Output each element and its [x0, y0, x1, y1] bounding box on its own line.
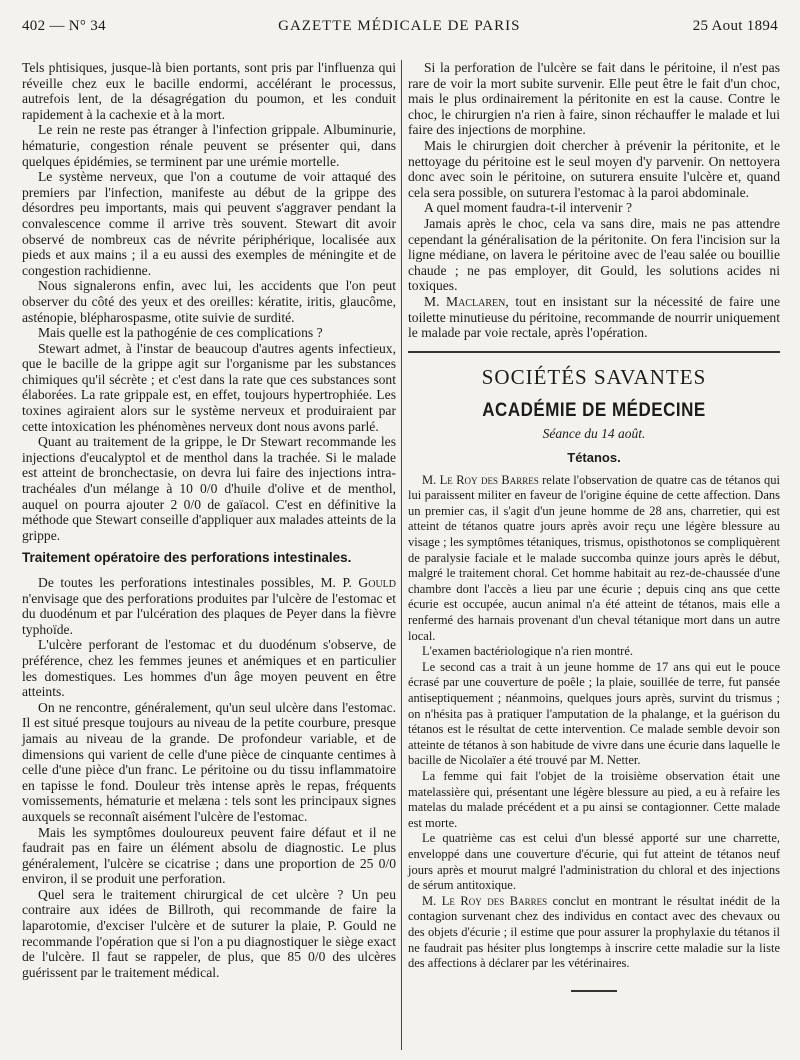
text-span: De toutes les perforations intestinales possibles, M. P.: [38, 575, 359, 590]
text-span: conclut en montrant le résultat inédit de la contagion survenant chez des individus en contact avec des chevaux ou des objets d'écurie ; il estime que pour assurer la prophylaxie du tétanos il ne faudrait pas hésiter plus longtemps à inscrire cette maladie sur la liste des affections à déclarer par les vétérinaires.: [408, 893, 780, 971]
paragraph: [408, 473, 780, 645]
text-span: tout en insistant sur la nécessité de faire une toilette minutieuse du péritoine, recommande de nourrir uniquement le malade par voie rectale, après l'opération.: [408, 293, 780, 341]
page-header: [22, 14, 778, 38]
article-continuation: [408, 60, 780, 341]
paragraph: Stewart admet, à l'instar de beaucoup d'autres agents infectieux, que le bacille de la grippe agit sur l'organisme par les substances chimiques qu'il sécrète ; et c'est dans la rate que ces substances sont élaborées. La rate grippale est, en effet, toujours hypertrophiée. Les toxines agiraient alors sur le système nerveux et produiraient par cette intoxication les phénomènes nerveux dont nous avons parlé.: [22, 340, 396, 434]
page-number: 402 — N° 34: [22, 17, 106, 34]
section-divider: [408, 351, 780, 353]
left-column: [22, 60, 396, 980]
author-name: M. Le Roy des Barres: [422, 472, 539, 487]
paragraph: [408, 894, 780, 972]
right-column: [408, 60, 780, 992]
author-name: M. Le Roy des Barres: [422, 893, 548, 908]
paragraph: Le rein ne reste pas étranger à l'infection grippale. Albuminurie, hématurie, congestion rénale peuvent se présenter qui, dans quelques épidémies, se terminent par une urémie mortelle.: [22, 122, 396, 169]
paragraph: Le quatrième cas est celui d'un blessé apporté sur une charrette, enveloppé dans une couverture d'écurie, qui fut atteint de tétanos neuf jours après et mourut malgré l'administration du chloral et des injections de sérum antitoxique.: [408, 831, 780, 893]
paragraph: Tels phtisiques, jusque-là bien portants, sont pris par l'influenza qui réveille chez eux le bacille endormi, accélérant le processus, autrefois lent, de la désagrégation du poumon, et les conduit rapidement à la cachexie et à la mort.: [22, 60, 396, 122]
paragraph: [408, 294, 780, 341]
paragraph: L'examen bactériologique n'a rien montré.: [422, 644, 634, 659]
society-report: [408, 473, 780, 972]
paragraph: Le second cas a trait à un jeune homme de 17 ans qui eut le pouce écrasé par une couverture de poêle ; la plaie, souillée de terre, fut pansée antiseptiquement ; néanmoins, quelques jours après, survint du trismus ; on n'hésita pas à pratiquer l'amputation de la phalange, et la guérison du tétanos est le résultat de cette intervention. Ce malade semble devoir son atteinte de tétanos à son habitude de vivre dans une écurie dans laquelle le bacille de Nicolaïer a été trouvé par M. Netter.: [408, 659, 780, 768]
session-date: Séance du 14 août.: [542, 425, 646, 441]
text-span: relate l'observation de quatre cas de tétanos qui lui paraissent militer en faveur de l'origine équine de cette affection. Dans un premier cas, il s'agit d'un jeune homme de 28 ans, charretier, qui est atteint de tétanos quatre jours après avoir reçu une légère blessure au visage ; les symptômes tétaniques, trismus, opisthotonos se compliquèrent de paralysie faciale et le malade succomba quinze jours après le début, malgré le traitement choral. Cet homme habitait au rez-de-chaussée d'une chambre dont l'accès a lieu par une écurie ; depuis cinq ans que cette écurie est occupée, aucun animal n'a été atteint de tétanos, mais elle a renfermé des harnais provenant d'un cheval tétanique mort dans un autre local.: [408, 472, 780, 643]
topic-heading: Tétanos.: [567, 449, 621, 465]
paragraph: La femme qui fait l'objet de la troisième observation était une matelassière qui, présentant une légère blessure au pied, a eu à refaire les matelas du malade précédent et a pu ainsi se contagionner. Cette malade est morte.: [408, 768, 780, 830]
section-title: SOCIÉTÉS SAVANTES: [481, 364, 707, 389]
paragraph: Quel sera le traitement chirurgical de cet ulcère ? Un peu contraire aux idées de Billroth, qui recommande de faire la laparotomie, d'exciser l'ulcère et de suturer la plaie, P. Gould ne recommande l'opération que si l'on a pu diagnostiquer le siège exact de l'ulcère. Il faut se rappeler, de plus, que 85 0/0 des ulcères guérissent par le traitement médical.: [22, 886, 396, 980]
paragraph: Le système nerveux, que l'on a coutume de voir attaqué des premiers par l'infection, manifeste au début de la grippe des désordres peu importants, mais qui peuvent s'aggraver pendant la convalescence comme il arrive très souvent. Stewart dit avoir observé de nombreux cas de névrite périphérique, localisée aux pieds et aux mains ; il a eu aussi des exemples de méningite et de congestion rachidienne.: [22, 169, 396, 278]
author-name: M. Maclaren,: [424, 293, 509, 309]
paragraph: Mais les symptômes douloureux peuvent faire défaut et il ne faudrait pas en faire un élément absolu de diagnostic. Le plus généralement, l'ulcère se cicatrise ; dans une proportion de 25 0/0 environ, il se produit une perforation.: [22, 824, 396, 887]
section-heading: Traitement opératoire des perforations intestinales.: [22, 550, 352, 566]
paragraph: A quel moment faudra-t-il intervenir ?: [424, 200, 632, 216]
paragraph: Si la perforation de l'ulcère se fait dans le péritoine, il n'est pas rare de voir la mort subite survenir. Elle peut être le fait d'un choc, mais le plus ordinairement la péritonite en est la cause. Contre le choc, le chirurgien n'a rien à faire, sinon réchauffer le malade et lui faire des injections de morphine.: [408, 60, 780, 138]
paragraph: Mais le chirurgien doit chercher à prévenir la péritonite, et le nettoyage du péritoine est le seul moyen d'y parvenir. On nettoyera donc avec soin le péritoine, on suturera ensuite l'ulcère et, quand cela sera possible, on suturera l'estomac à la paroi abdominale.: [408, 137, 780, 200]
paragraph: Nous signalerons enfin, avec lui, les accidents que l'on peut observer du côté des yeux et des oreilles: kératite, iritis, glaucôme, asténopie, blépharospasme, otite suivie de surdité.: [22, 278, 396, 325]
paragraph: Mais quelle est la pathogénie de ces complications ?: [38, 325, 323, 341]
paragraph: Jamais après le choc, cela va sans dire, mais ne pas attendre cependant la généralisation de la péritonite. On fera l'incision sur la ligne médiane, on lavera le péritoine avec de l'eau salée ou bouillie chaude ; ne pas employer, dit Gould, les solutions acides ni toxiques.: [408, 215, 780, 294]
journal-title: GAZETTE MÉDICALE DE PARIS: [278, 17, 521, 34]
issue-date: 25 Aout 1894: [692, 17, 778, 34]
end-rule: [571, 990, 617, 992]
column-divider: [401, 60, 402, 1050]
paragraph: On ne rencontre, généralement, qu'un seul ulcère dans l'estomac. Il est situé presque toujours au niveau de la petite courbure, presque jamais au niveau de la grande. De profondeur variable, et de dimensions qui varient de celle d'une pièce de cinquante centimes à celle d'une pièce d'un franc. Le péritoine ou du tissu inflammatoire en tapisse le fond. Douleur très intense après le repas, fréquents vomissements, hématurie et melæna : tels sont les principaux signes auxquels se reconnaît aisément l'ulcère de l'estomac.: [22, 699, 396, 824]
text-span: n'envisage que des perforations produites par l'ulcère de l'estomac et du duodénum et par l'ulcération des plaques de Peyer dans la fièvre typhoïde.: [22, 590, 396, 637]
academy-title: ACADÉMIE DE MÉDECINE: [482, 398, 706, 421]
paragraph: L'ulcère perforant de l'estomac et du duodénum s'observe, de préférence, chez les femmes jeunes et anémiques et en particulier les domestiques. Les hommes d'un âge moyen peuvent en être atteints.: [22, 637, 396, 700]
paragraph: Quant au traitement de la grippe, le Dr Stewart recommande les injections d'eucalyptol et de menthol dans la trachée. Si le malade est atteint de bronchectasie, on devra lui faire des injections intra-trachéales d'un mélange à 10 0/0 d'huile d'olive et de menthol, auquel on pourra ajouter 2 0/0 de gaïacol. C'est en définitive la méthode que Stewart conseille d'appliquer aux malades atteints de la grippe.: [22, 434, 396, 543]
paragraph: [22, 575, 396, 637]
author-name: Gould: [358, 575, 396, 590]
